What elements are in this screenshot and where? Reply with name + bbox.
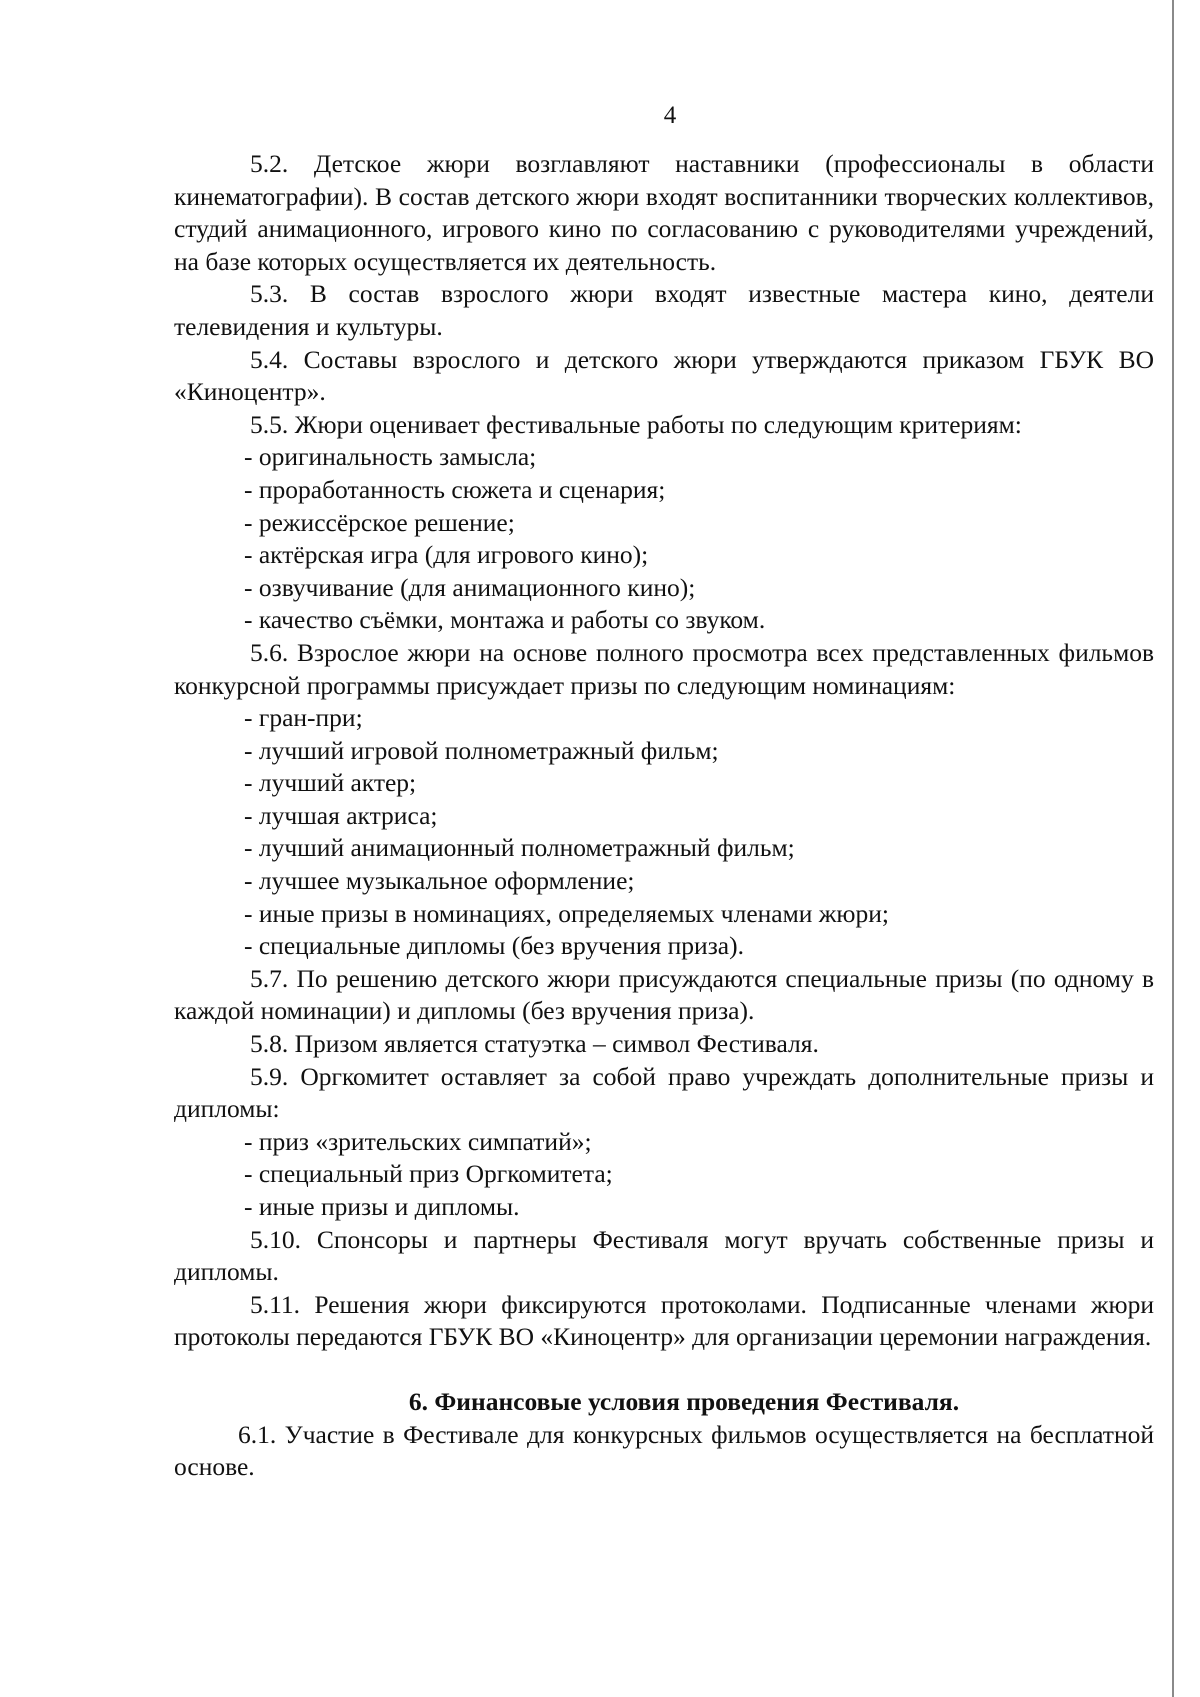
list-item: - озвучивание (для анимационного кино); — [244, 572, 696, 602]
list-item: - режиссёрское решение; — [244, 507, 515, 537]
paragraph-5-6: 5.6. Взрослое жюри на основе полного просмотра всех представленных фильмов конкурсной программы присуждает призы по следующим номинациям: — [174, 637, 1154, 700]
page-number: 4 — [663, 102, 677, 129]
list-item: - лучший игровой полнометражный фильм; — [244, 735, 719, 765]
list-item: - иные призы и дипломы. — [244, 1192, 520, 1221]
section-heading-6: 6. Финансовые условия проведения Фестиваля. — [408, 1386, 960, 1416]
document-body — [174, 148, 1154, 1484]
list-item: - специальные дипломы (без вручения приза). — [244, 931, 744, 961]
list-item: - проработанность сюжета и сценария; — [244, 474, 666, 504]
paragraph-5-4: 5.4. Составы взрослого и детского жюри утверждаются приказом ГБУК ВО «Киноцентр». — [174, 344, 1154, 407]
list-item: - оригинальность замысла; — [244, 442, 537, 472]
paragraph-5-5: 5.5. Жюри оценивает фестивальные работы по следующим критериям: — [250, 409, 1022, 439]
list-item: - лучший анимационный полнометражный фильм; — [244, 833, 795, 863]
paragraph-6-1: 6.1. Участие в Фестивале для конкурсных фильмов осуществляется на бесплатной основе. — [174, 1419, 1154, 1482]
list-item: - специальный приз Оргкомитета; — [244, 1159, 613, 1189]
paragraph-5-11: 5.11. Решения жюри фиксируются протоколами. Подписанные членами жюри протоколы передаются ГБУК ВО «Киноцентр» для организации церемонии награждения. — [174, 1289, 1154, 1352]
list-item: - гран-при; — [244, 703, 363, 733]
list-item: - приз «зрительских симпатий»; — [244, 1126, 592, 1156]
list-item: - иные призы в номинациях, определяемых членами жюри; — [244, 898, 889, 928]
page-edge-line — [1172, 0, 1174, 1697]
list-item: - лучшее музыкальное оформление; — [244, 866, 635, 896]
paragraph-5-2: 5.2. Детское жюри возглавляют наставники (профессионалы в области кинематографии). В состав детского жюри входят воспитанники творческих коллективов, студий анимационного, игрового кино по согласованию с руководителями учреждений, на базе которых осуществляется их деятельность. — [174, 149, 1154, 276]
paragraph-5-10: 5.10. Спонсоры и партнеры Фестиваля могут вручать собственные призы и дипломы. — [174, 1224, 1154, 1287]
paragraph-5-8: 5.8. Призом является статуэтка – символ Фестиваля. — [250, 1029, 819, 1059]
paragraph-5-3: 5.3. В состав взрослого жюри входят известные мастера кино, деятели телевидения и культуры. — [174, 279, 1154, 341]
list-item: - актёрская игра (для игрового кино); — [244, 540, 649, 570]
list-item: - качество съёмки, монтажа и работы со звуком. — [244, 605, 766, 635]
paragraph-5-9: 5.9. Оргкомитет оставляет за собой право учреждать дополнительные призы и дипломы: — [174, 1061, 1154, 1124]
list-item: - лучший актер; — [244, 768, 417, 798]
list-item: - лучшая актриса; — [244, 800, 438, 830]
paragraph-5-7: 5.7. По решению детского жюри присуждаются специальные призы (по одному в каждой номинации) и дипломы (без вручения приза). — [174, 963, 1154, 1026]
